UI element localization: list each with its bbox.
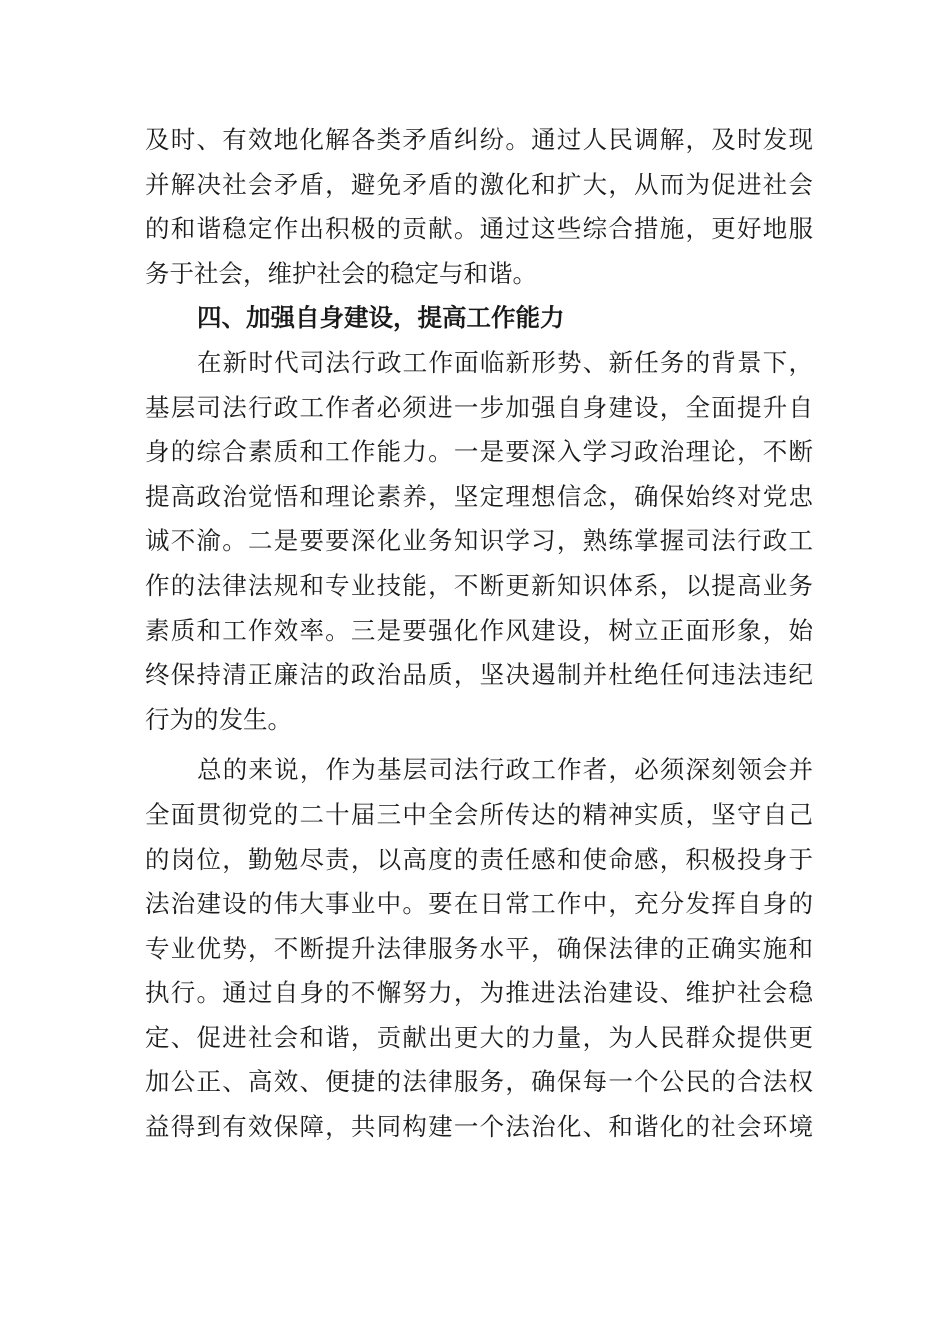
text-line: 加公正、高效、便捷的法律服务，确保每一个公民的合法权 [145,1067,813,1097]
text-line: 务于社会，维护社会的稳定与和谐。 [145,258,537,288]
text-line: 总的来说，作为基层司法行政工作者，必须深刻领会并 [197,755,813,785]
paragraph-1 [145,118,813,296]
paragraph-3 [145,748,813,1149]
text-line: 终保持清正廉洁的政治品质，坚决遏制并杜绝任何违法违纪 [145,660,813,690]
text-line: 提高政治觉悟和理论素养，坚定理想信念，确保始终对党忠 [145,481,813,511]
text-line: 专业优势，不断提升法律服务水平，确保法律的正确实施和 [145,933,813,963]
text-line: 定、促进社会和谐，贡献出更大的力量，为人民群众提供更 [145,1022,813,1052]
text-line: 全面贯彻党的二十届三中全会所传达的精神实质，坚守自己 [145,799,813,829]
text-line: 诚不渝。二是要要深化业务知识学习，熟练掌握司法行政工 [145,526,813,556]
text-line: 法治建设的伟大事业中。要在日常工作中，充分发挥自身的 [145,889,813,919]
paragraph-2 [145,341,813,742]
text-line: 并解决社会矛盾，避免矛盾的激化和扩大，从而为促进社会 [145,169,813,199]
text-line: 在新时代司法行政工作面临新形势、新任务的背景下， [197,347,813,377]
text-line: 及时、有效地化解各类矛盾纠纷。通过人民调解，及时发现 [145,125,813,154]
text-line: 素质和工作效率。三是要强化作风建设，树立正面形象，始 [145,615,813,645]
text-line: 益得到有效保障，共同构建一个法治化、和谐化的社会环境 [145,1112,813,1142]
section-heading: 四、加强自身建设，提高工作能力 [197,303,565,333]
text-line: 基层司法行政工作者必须进一步加强自身建设，全面提升自 [145,392,813,422]
text-line: 的岗位，勤勉尽责，以高度的责任感和使命感，积极投身于 [145,844,813,874]
text-line: 身的综合素质和工作能力。一是要深入学习政治理论，不断 [145,437,813,467]
text-line: 行为的发生。 [145,704,292,734]
text-line: 执行。通过自身的不懈努力，为推进法治建设、维护社会稳 [145,978,813,1008]
text-line: 作的法律法规和专业技能，不断更新知识体系，以提高业务 [145,570,813,600]
text-line: 的和谐稳定作出积极的贡献。通过这些综合措施，更好地服 [145,214,813,244]
document-body [145,118,813,1150]
